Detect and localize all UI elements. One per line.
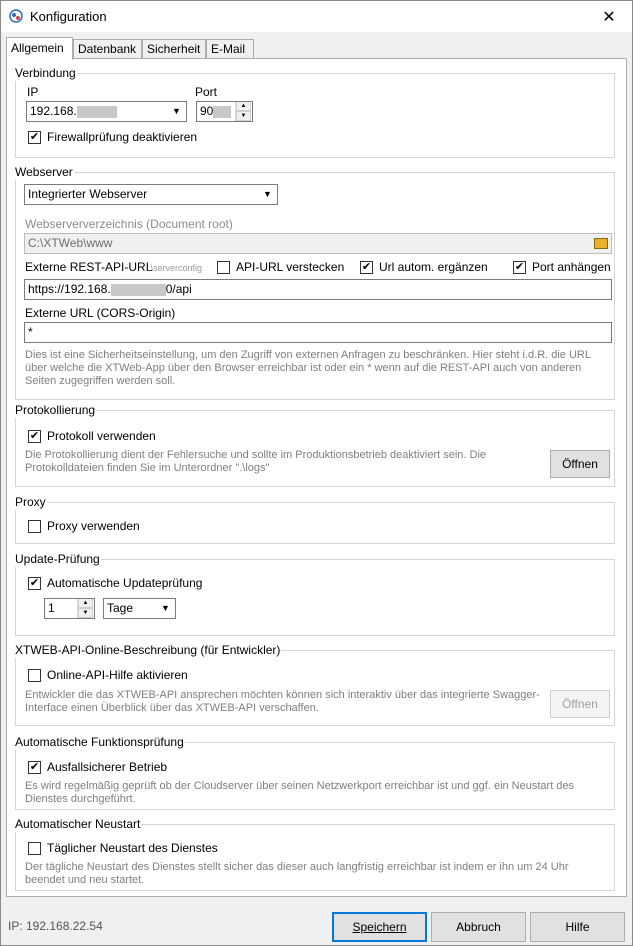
- webserver-description: Dies ist eine Sicherheitseinstellung, um den Zugriff von externen Anfragen zu beschränken. Hier steht i.d.R. die URL über welche die XTWeb-App über den Browser erreichbar ist oder ein * wenn auf die REST-API auch von anderen Seiten zugegriffen werden soll.: [25, 349, 591, 387]
- checkmark-icon: ✔: [361, 260, 372, 273]
- funktion-description: Es wird regelmäßig geprüft ob der Cloudserver über seinen Netzwerkport erreichbar ist und ggf. ein Neustart des Dienstes durchgeführt.: [25, 780, 575, 805]
- group-verbindung: [15, 66, 615, 158]
- spin-up-icon[interactable]: ▲: [236, 101, 251, 111]
- daily-restart-label: Täglicher Neustart des Dienstes: [47, 841, 218, 855]
- group-protokoll: [15, 403, 615, 487]
- webserver-type-value: Integrierter Webserver: [28, 187, 148, 201]
- webserver-type-combobox[interactable]: [24, 184, 278, 205]
- group-update: [15, 552, 615, 636]
- resturl-label: Externe REST-API-URL: [25, 260, 153, 274]
- interval-spin[interactable]: [77, 598, 94, 619]
- firewall-checkbox[interactable]: [28, 130, 197, 144]
- update-unit-value: Tage: [107, 601, 134, 615]
- cors-label: Externe URL (CORS-Origin): [25, 306, 176, 320]
- group-apidoc: [15, 643, 615, 726]
- redacted-block: [213, 106, 231, 118]
- docroot-field[interactable]: [24, 233, 612, 254]
- chevron-down-icon[interactable]: ▼: [172, 106, 181, 116]
- port-spin[interactable]: [235, 101, 252, 122]
- save-button[interactable]: [332, 912, 427, 942]
- update-label: Automatische Updateprüfung: [47, 576, 203, 590]
- cors-value: *: [28, 325, 33, 339]
- update-unit-combobox[interactable]: [103, 598, 176, 619]
- apidoc-open-button[interactable]: Öffnen: [550, 690, 610, 718]
- group-title-protokoll: Protokollierung: [15, 403, 96, 417]
- tab-datenbank[interactable]: Datenbank: [73, 39, 142, 58]
- api-hide-checkbox[interactable]: [217, 260, 344, 274]
- redacted-block: [111, 284, 166, 296]
- title-bar: [1, 1, 632, 32]
- checkmark-icon: ✔: [29, 130, 40, 143]
- protokoll-description: Die Protokollierung dient der Fehlersuche und sollte im Produktionsbetrieb deaktiviert sein. Die Protokolldateien finden Sie im Unterordner ".\logs": [25, 449, 487, 474]
- help-button[interactable]: Hilfe: [530, 912, 625, 942]
- failsafe-checkbox[interactable]: [28, 760, 167, 774]
- group-funktion: [15, 735, 615, 810]
- checkbox-empty: [28, 842, 41, 855]
- port-stepper[interactable]: [196, 101, 253, 122]
- tab-allgemein[interactable]: Allgemein: [6, 37, 73, 60]
- window-title: Konfiguration: [30, 9, 107, 24]
- checkmark-icon: ✔: [29, 429, 40, 442]
- app-icon: [9, 9, 23, 23]
- group-title-webserver: Webserver: [15, 165, 73, 179]
- group-title-apidoc: XTWEB-API-Online-Beschreibung (für Entwickler): [15, 643, 281, 657]
- group-proxy: [15, 495, 615, 544]
- ip-combobox[interactable]: [26, 101, 187, 122]
- checkmark-icon: ✔: [29, 576, 40, 589]
- docroot-value: C:\XTWeb\www: [28, 236, 113, 250]
- resturl-value-prefix: https://192.168.: [28, 282, 111, 296]
- close-icon[interactable]: ✕: [602, 8, 616, 26]
- spin-up-icon[interactable]: ▲: [78, 598, 93, 608]
- neustart-description: Der tägliche Neustart des Dienstes stellt sicher das dieser auch langfristig erreichbar ist indem er ihn um 24 Uhr beendet und neu startet.: [25, 861, 569, 886]
- checkbox-empty: [28, 669, 41, 682]
- tab-sicherheit[interactable]: Sicherheit: [142, 39, 206, 58]
- tab-page-allgemein: [6, 58, 627, 897]
- port-append-label: Port anhängen: [532, 260, 611, 274]
- firewall-label: Firewallprüfung deaktivieren: [47, 130, 198, 144]
- api-hide-label: API-URL verstecken: [236, 260, 345, 274]
- ip-status-text: IP: 192.168.22.54: [8, 919, 103, 933]
- url-auto-label: Url autom. ergänzen: [379, 260, 488, 274]
- ip-value: 192.168.: [30, 104, 77, 118]
- daily-restart-checkbox[interactable]: [28, 841, 218, 855]
- spin-down-icon[interactable]: ▼: [78, 608, 93, 618]
- group-title-neustart: Automatischer Neustart: [15, 817, 141, 831]
- protokoll-label: Protokoll verwenden: [47, 429, 156, 443]
- save-label: Speichern: [352, 920, 407, 934]
- port-value: 90: [200, 104, 214, 118]
- protokoll-checkbox[interactable]: [28, 429, 156, 443]
- cors-field[interactable]: [24, 322, 612, 343]
- url-auto-checkbox[interactable]: [360, 260, 488, 274]
- group-title-update: Update-Prüfung: [15, 552, 100, 566]
- failsafe-label: Ausfallsicherer Betrieb: [47, 760, 168, 774]
- spin-down-icon[interactable]: ▼: [236, 111, 251, 121]
- ip-label: IP: [27, 85, 39, 99]
- port-label: Port: [195, 85, 218, 99]
- docroot-label: Webserververzeichnis (Document root): [25, 217, 233, 231]
- group-neustart: [15, 817, 615, 891]
- update-interval-stepper[interactable]: [44, 598, 95, 619]
- proxy-checkbox[interactable]: [28, 519, 140, 533]
- chevron-down-icon[interactable]: ▼: [263, 189, 272, 199]
- chevron-down-icon[interactable]: ▼: [161, 603, 170, 613]
- redacted-block: [77, 106, 117, 118]
- update-interval-value: 1: [48, 601, 55, 615]
- folder-icon[interactable]: [594, 238, 608, 249]
- apidoc-description: Entwickler die das XTWEB-API ansprechen möchten können sich interaktiv über das integrierte Swagger-Interface einen Überblick über das XTWEB-API verschaffen.: [25, 689, 540, 714]
- checkbox-empty: [217, 261, 230, 274]
- resturl-value-suffix: 0/api: [165, 282, 192, 296]
- group-title-proxy: Proxy: [15, 495, 46, 509]
- apidoc-checkbox[interactable]: [28, 668, 188, 682]
- update-checkbox[interactable]: [28, 576, 202, 590]
- port-append-checkbox[interactable]: [513, 260, 611, 274]
- apidoc-label: Online-API-Hilfe aktivieren: [47, 668, 188, 682]
- resturl-hint: ...\serverconfig: [143, 263, 203, 273]
- cancel-button[interactable]: Abbruch: [431, 912, 526, 942]
- group-webserver: [15, 165, 615, 400]
- tab-email[interactable]: E-Mail: [206, 39, 254, 58]
- group-title-funktion: Automatische Funktionsprüfung: [15, 735, 184, 749]
- proxy-label: Proxy verwenden: [47, 519, 140, 533]
- resturl-field[interactable]: [24, 279, 612, 300]
- checkbox-empty: [28, 520, 41, 533]
- group-title-verbindung: Verbindung: [15, 66, 76, 80]
- protokoll-open-button[interactable]: Öffnen: [550, 450, 610, 478]
- checkmark-icon: ✔: [29, 760, 40, 773]
- checkmark-icon: ✔: [514, 260, 525, 273]
